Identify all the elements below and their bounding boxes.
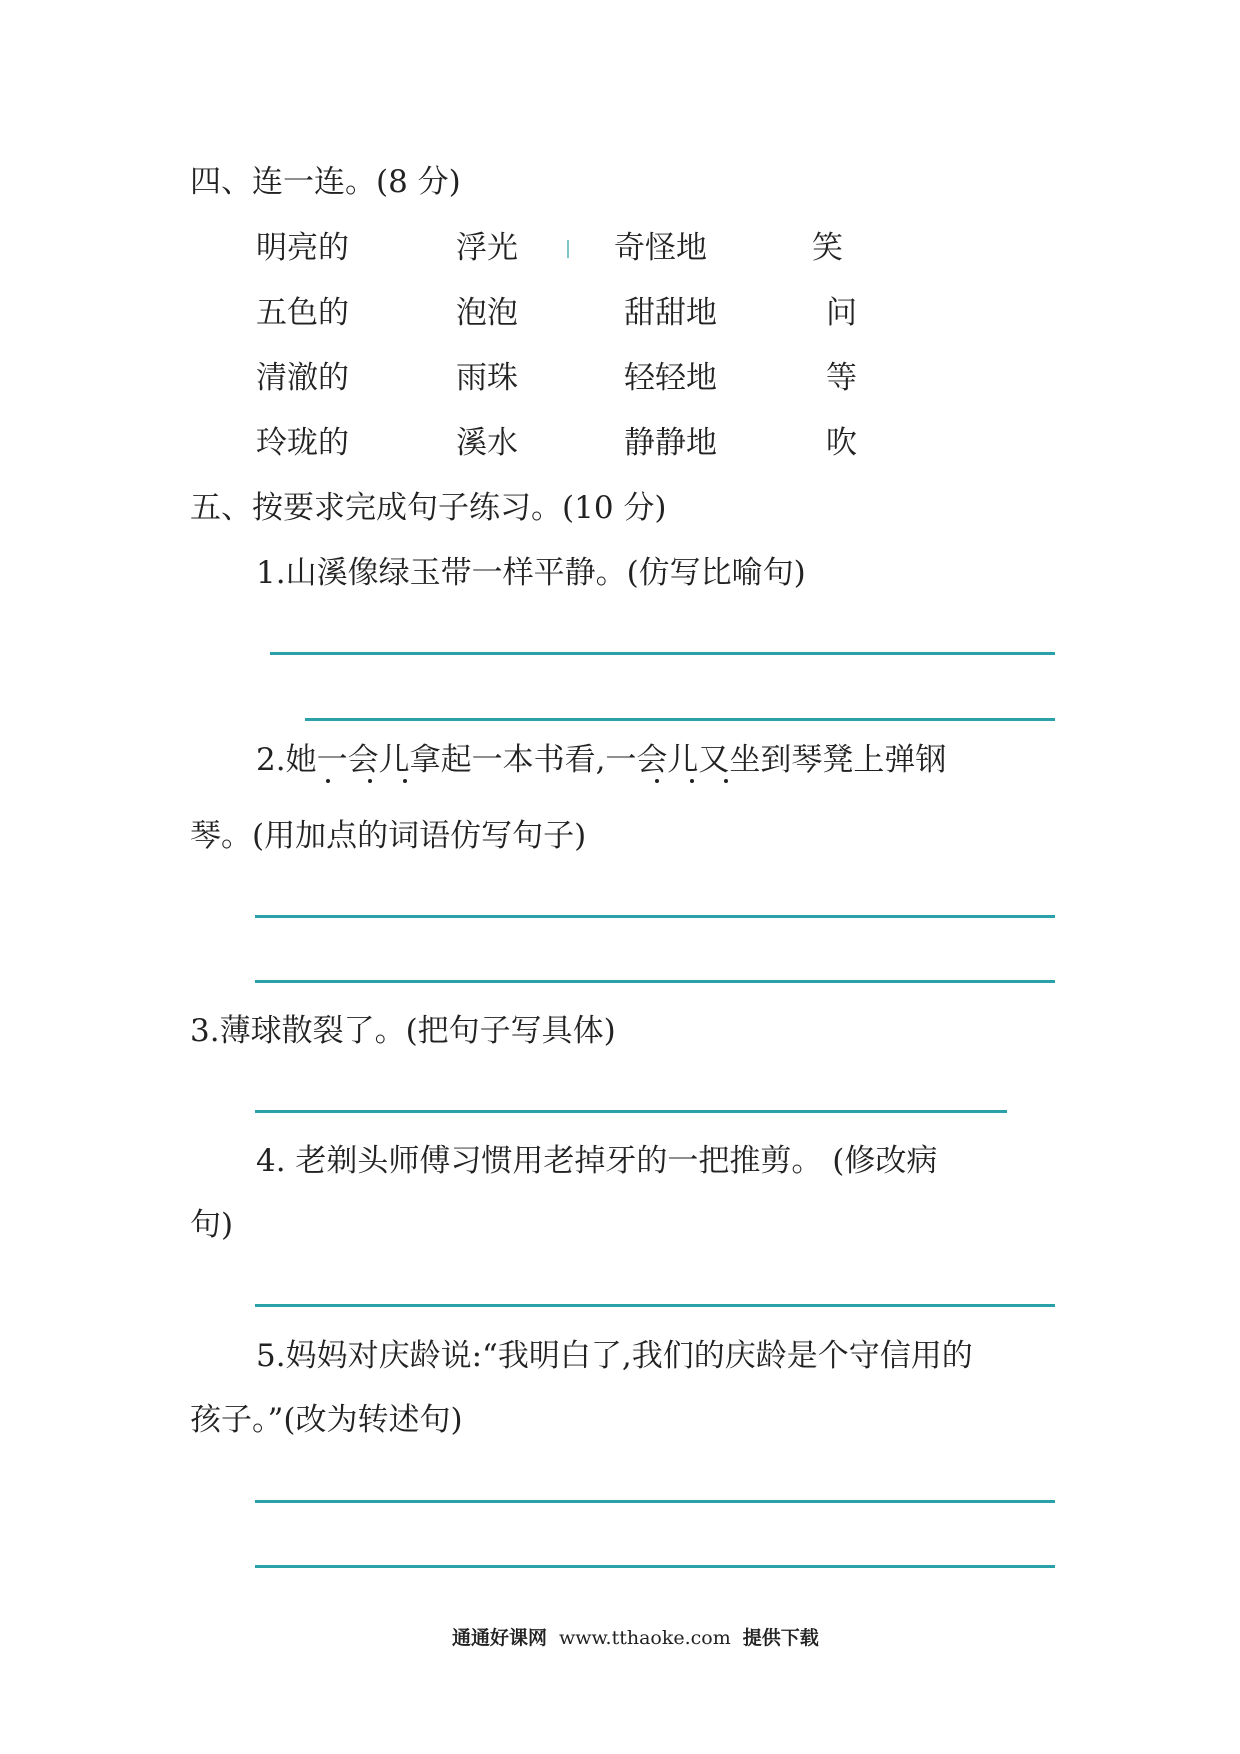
- match-end-2: 问: [826, 295, 857, 331]
- match-left-1: 明亮的: [256, 230, 349, 266]
- match-mid-1: 浮光: [456, 230, 518, 266]
- question-2-line-1: 2.她一会儿拿起一本书看,一会儿又坐到琴凳上弹钢: [256, 742, 947, 778]
- match-mid-3: 雨珠: [456, 360, 518, 396]
- question-5-line-1: 5.妈妈对庆龄说:“我明白了,我们的庆龄是个守信用的: [256, 1338, 973, 1374]
- match-mid-4: 溪水: [456, 425, 518, 461]
- match-right-4: 静静地: [624, 425, 717, 461]
- question-4-line-2: 句): [190, 1207, 234, 1243]
- match-right-3: 轻轻地: [624, 360, 717, 396]
- match-left-4: 玲珑的: [256, 425, 349, 461]
- emphasis-dot: [690, 779, 694, 783]
- footer-tagline: 提供下载: [742, 1627, 819, 1649]
- emphasis-dot: [655, 779, 659, 783]
- match-right-2: 甜甜地: [624, 295, 717, 331]
- match-left-3: 清澈的: [256, 360, 349, 396]
- emphasis-dot: [403, 779, 407, 783]
- answer-line-5b[interactable]: [255, 1565, 1055, 1568]
- answer-line-1b[interactable]: [305, 718, 1055, 721]
- question-3: 3.薄球散裂了。(把句子写具体): [190, 1013, 616, 1049]
- match-right-1: 奇怪地: [614, 230, 707, 266]
- question-1: 1.山溪像绿玉带一样平静。(仿写比喻句): [256, 555, 806, 591]
- match-end-4: 吹: [826, 425, 857, 461]
- question-2-line-2: 琴。(用加点的词语仿写句子): [190, 818, 587, 854]
- match-tick-mark: [567, 240, 569, 258]
- answer-line-5a[interactable]: [255, 1500, 1055, 1503]
- answer-line-1a[interactable]: [270, 652, 1055, 655]
- match-end-3: 等: [826, 360, 857, 396]
- question-5-line-2: 孩子。”(改为转述句): [190, 1402, 463, 1438]
- match-mid-2: 泡泡: [456, 295, 518, 331]
- section-5-title: 五、按要求完成句子练习。(10 分): [190, 490, 667, 526]
- footer-url[interactable]: www.tthaoke.com: [559, 1627, 731, 1649]
- match-left-2: 五色的: [256, 295, 349, 331]
- emphasis-dot: [368, 779, 372, 783]
- answer-line-2a[interactable]: [255, 915, 1055, 918]
- footer-site-name: 通通好课网: [452, 1627, 548, 1649]
- question-4-line-1: 4. 老剃头师傅习惯用老掉牙的一把推剪。 (修改病: [256, 1143, 938, 1179]
- answer-line-4[interactable]: [255, 1304, 1055, 1307]
- match-end-1: 笑: [812, 230, 843, 266]
- footer: [452, 1626, 819, 1650]
- section-4-title: 四、连一连。(8 分): [190, 164, 461, 200]
- answer-line-3[interactable]: [255, 1110, 1007, 1113]
- emphasis-dot: [326, 779, 330, 783]
- answer-line-2b[interactable]: [255, 980, 1055, 983]
- emphasis-dot: [724, 779, 728, 783]
